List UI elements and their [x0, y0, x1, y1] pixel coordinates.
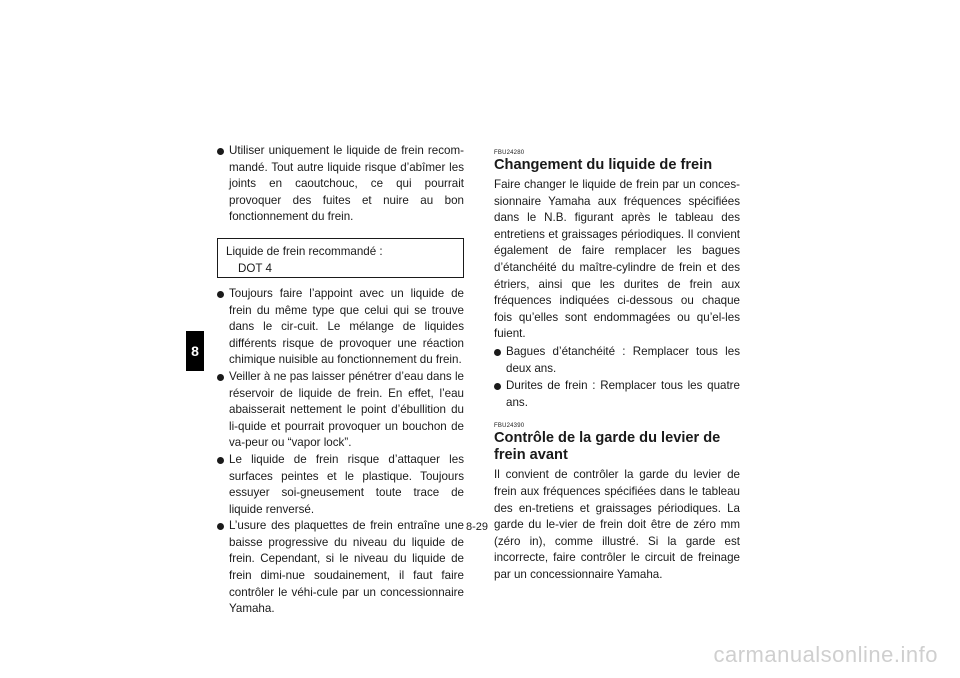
section-code: FBU24390 — [494, 423, 525, 430]
page-number: 8-29 — [466, 521, 489, 533]
recommended-fluid-label: Liquide de frein recommandé : — [226, 244, 383, 258]
bullet-dot-icon — [217, 374, 224, 381]
bullet-text: Utiliser uniquement le liquide de frein recom-mandé. Tout autre liquide risque d’abîmer les joints en caoutchouc, ce qui pourrait provoquer des fuites et nuire au bon fonctionnement du frein. — [229, 144, 464, 224]
bullet-dot-icon — [494, 383, 501, 390]
section-body: Il convient de contrôler la garde du levier de frein aux fréquences spécifiées dans le tableau des en-tretiens et graissages périodiques. La garde du le-vier de frein doit être de zéro mm (zéro in), comme illustré. Si la garde est incorrecte, faire contrôler le circuit de freinage par un concessionnaire Yamaha. — [494, 468, 740, 581]
bullet-dot-icon — [217, 523, 224, 530]
bullet-text: Veiller à ne pas laisser pénétrer d’eau dans le réservoir de liquide de frein. En effet, l’eau abaisserait nettement le point d’ébullition du li-quide et pourrait provoquer un bouchon de va-peur ou “vapor lock”. — [229, 369, 464, 450]
bullet-item — [217, 369, 464, 452]
bullet-dot-icon — [217, 148, 224, 155]
bullet-item — [217, 286, 464, 369]
bullet-text: Le liquide de frein risque d’attaquer les surfaces peintes et le plastique. Toujours essuyer soi-gneusement toute trace de liquide renversé. — [229, 452, 464, 516]
bullet-text: Toujours faire l’appoint avec un liquide de frein du même type que celui qui se trouve dans le cir-cuit. Le mélange de liquides différents risque de provoquer une réaction chimique nuisible au fonctionnement du frein. — [229, 286, 464, 367]
section-code: FBU24280 — [494, 150, 525, 156]
section-title: Contrôle de la garde du levier de frein avant — [494, 430, 721, 464]
bullet-item — [494, 344, 740, 377]
section-body: Faire changer le liquide de frein par un conces-sionnaire Yamaha aux fréquences spécifiées dans le N.B. figurant après le tableau des entretiens et graissages périodiques. Il convient également de faire remplacer les bagues d’étanchéité du maître-cylindre de frein et des étriers, ainsi que les durites de frein aux fréquences indiquées ci-dessous ou chaque fois qu’elles sont endommagées ou qu’el-les fuient. — [494, 178, 740, 341]
bullet-text: Durites de frein : Remplacer tous les quatre ans. — [506, 379, 740, 409]
recommended-fluid-value: DOT 4 — [238, 261, 272, 275]
bullet-text: Bagues d’étanchéité : Remplacer tous les deux ans. — [506, 344, 740, 375]
bullet-dot-icon — [217, 291, 224, 298]
bullet-item — [494, 378, 740, 411]
section-title: Changement du liquide de frein — [494, 157, 713, 173]
bullet-item — [217, 452, 464, 518]
recommended-fluid-box — [217, 238, 464, 278]
chapter-tab: 8 — [186, 331, 204, 371]
bullet-item — [217, 143, 464, 226]
left-column — [217, 143, 464, 618]
bullet-text: L’usure des plaquettes de frein entraîne une baisse progressive du niveau du liquide de frein. Cependant, si le niveau du liquide de frein dimi-nue soudainement, il faut faire contrôler le véhi-cule par un concessionnaire Yamaha. — [229, 519, 464, 616]
bullet-dot-icon — [217, 457, 224, 464]
right-column — [494, 143, 740, 583]
bullet-item — [217, 518, 464, 618]
watermark: carmanualsonline.info — [713, 642, 938, 667]
bullet-dot-icon — [494, 349, 501, 356]
